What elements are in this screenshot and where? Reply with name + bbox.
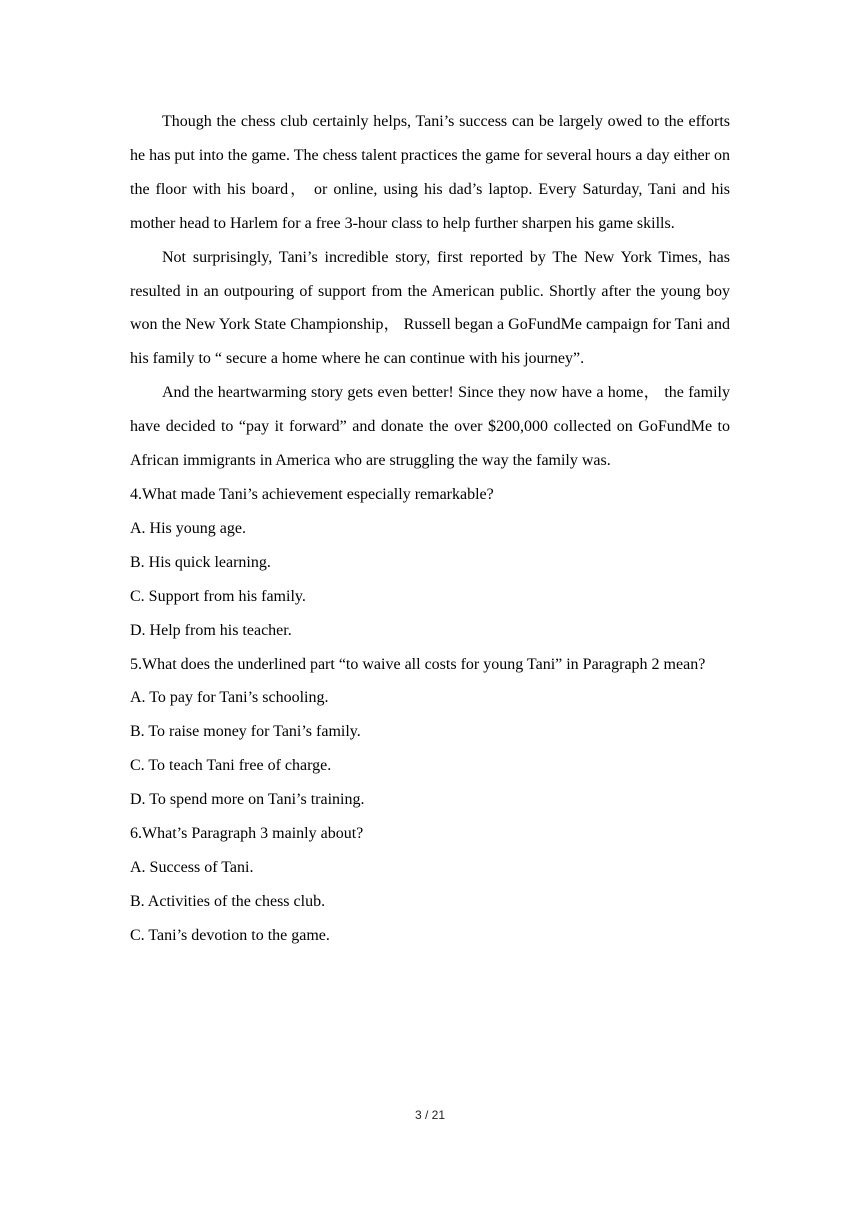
paragraph-chess-practice: Though the chess club certainly helps, Tani’s success can be largely owed to the efforts he has put into the game. The chess talent practices the game for several hours a day either on the floor with his board， or online, using his dad’s laptop. Every Saturday, Tani and his mother head to Harlem for a free 3-hour class to help further sharpen his game skills.	[130, 113, 730, 232]
page-number: 3 / 21	[414, 1108, 446, 1122]
answer-option-c: C. Tani’s devotion to the game.	[130, 926, 330, 944]
answer-option-a: A. To pay for Tani’s schooling.	[130, 689, 329, 707]
answer-option-b: B. Activities of the chess club.	[130, 892, 326, 910]
answer-option-a: A. Success of Tani.	[130, 858, 254, 876]
question-stem: 5.What does the underlined part “to waive all costs for young Tani” in Paragraph 2 mean?	[130, 655, 706, 673]
answer-option-a: A. His young age.	[130, 519, 246, 537]
paragraph-public-support: Not surprisingly, Tani’s incredible story, first reported by The New York Times, has resulted in an outpouring of support from the American public. Shortly after the young boy won the New York State Championship， Russell began a GoFundMe campaign for Tani and his family to “ secure a home where he can continue with his journey”.	[130, 248, 730, 368]
paragraph-pay-it-forward: And the heartwarming story gets even better! Since they now have a home， the family have decided to “pay it forward” and donate the over $200,000 collected on GoFundMe to African immigrants in America who are struggling the way the family was.	[130, 384, 730, 470]
question-stem: 6.What’s Paragraph 3 mainly about?	[130, 825, 364, 843]
answer-option-d: D. Help from his teacher.	[130, 621, 292, 639]
answer-option-b: B. His quick learning.	[130, 553, 271, 571]
question-stem: 4.What made Tani’s achievement especially remarkable?	[130, 485, 494, 503]
question-6	[130, 817, 730, 953]
question-5	[130, 648, 730, 818]
answer-option-d: D. To spend more on Tani’s training.	[130, 791, 365, 809]
question-4	[130, 478, 730, 648]
answer-option-c: C. To teach Tani free of charge.	[130, 757, 332, 775]
answer-option-b: B. To raise money for Tani’s family.	[130, 723, 361, 741]
answer-option-c: C. Support from his family.	[130, 587, 306, 605]
document-body	[130, 105, 730, 953]
